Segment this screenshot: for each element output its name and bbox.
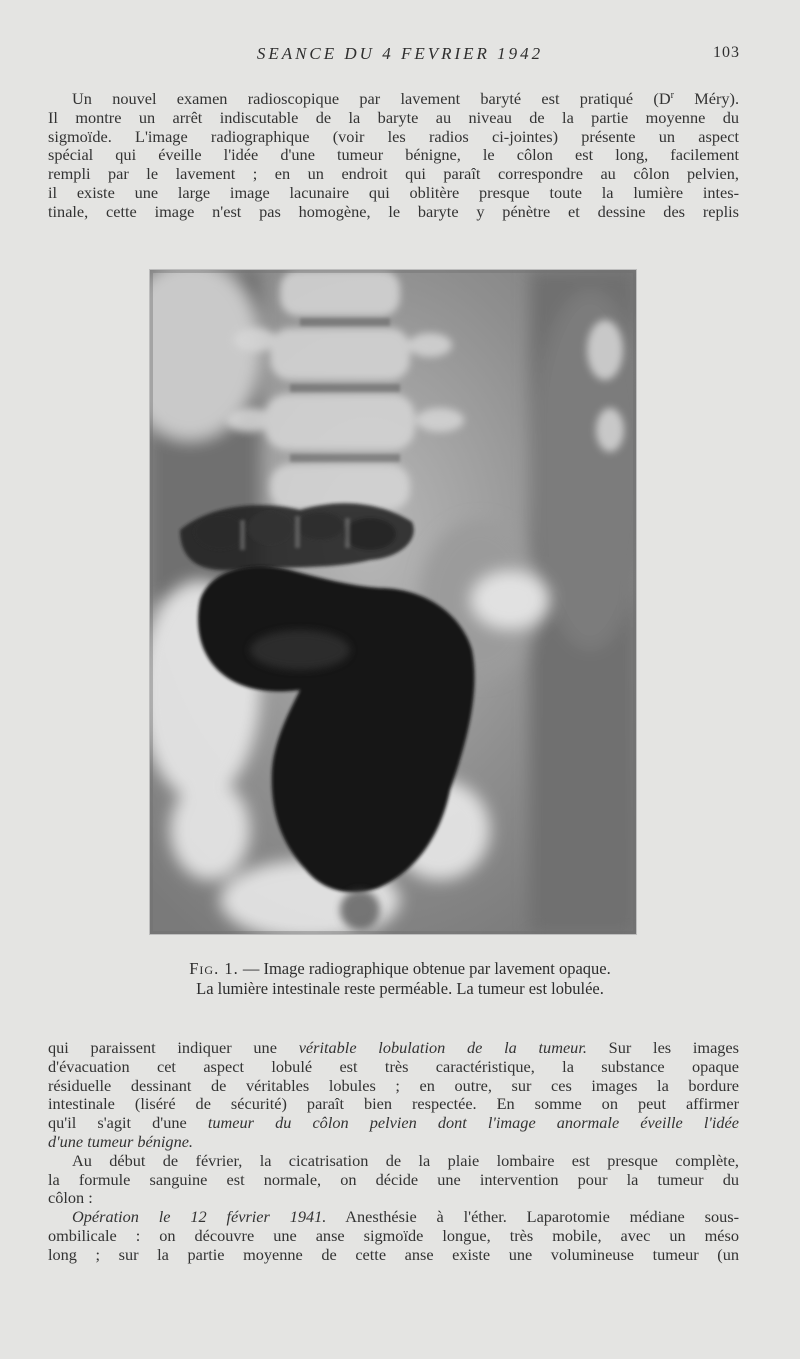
text-line: la formule sanguine est normale, on décide une intervention pour la tumeur du [48,1169,739,1189]
text-line: qui paraissent indiquer une véritable lobulation de la tumeur. Sur les images [48,1038,739,1057]
superscript: r [670,90,674,101]
text-line: Au début de février, la cicatrisation de la plaie lombaire est presque complète, [72,1150,739,1170]
text-line: il existe une large image lacunaire qui oblitère presque toute la lumière intes- [48,182,739,202]
text-line: spécial qui éveille l'idée d'une tumeur bénigne, le côlon est long, facilement [48,145,739,165]
text-line: d'évacuation cet aspect lobulé est très caractéristique, la substance opaque [48,1056,739,1076]
figure-caption-line-1: Fig. 1. — Image radiographique obtenue par lavement opaque. [189,959,611,978]
radiograph-figure [150,270,636,934]
text-line: Il montre un arrêt indiscutable de la baryte au niveau de la partie moyenne du [48,107,739,127]
running-head [0,44,800,64]
radiograph-image [150,270,636,934]
figure-label: Fig. 1. [189,959,239,978]
text-line: sigmoïde. L'image radiographique (voir les radios ci-jointes) présente un aspect [48,126,739,146]
figure-caption-line-2: La lumière intestinale reste perméable. La tumeur est lobulée. [196,979,604,998]
running-head-title: SEANCE DU 4 FEVRIER 1942 [256,44,544,63]
text-line: ombilicale : on découvre une anse sigmoïde longue, très mobile, avec un méso [48,1225,739,1245]
page-number: 103 [713,44,740,61]
text-line: Un nouvel examen radioscopique par lavement baryté est pratiqué ($D^r$ Méry). [72,89,740,108]
text-line: intestinale (liséré de sécurité) paraît bien respectée. En somme on peut affirmer [48,1094,739,1114]
text-line: Opération le 12 février 1941. Anesthésie à l'éther. Laparotomie médiane sous- [72,1207,739,1227]
paragraph-bottom [48,1039,739,1265]
text-line: côlon : [48,1188,93,1208]
text-line: résiduelle dessinant de véritables lobules ; en outre, sur ces images la bordure [48,1075,739,1095]
text-line: long ; sur la partie moyenne de cette anse existe une volumineuse tumeur (un [48,1244,739,1264]
text-line: rempli par le lavement ; en un endroit qui paraît correspondre au côlon pelvien, [48,164,739,184]
text-line: qu'il s'agit d'une tumeur du côlon pelvien dont l'image anormale éveille l'idée [48,1113,739,1133]
paragraph-top [48,90,739,222]
text-line: d'une tumeur bénigne. [48,1131,194,1151]
text-line: tinale, cette image n'est pas homogène, le baryte y pénètre et dessine des replis [48,201,739,221]
